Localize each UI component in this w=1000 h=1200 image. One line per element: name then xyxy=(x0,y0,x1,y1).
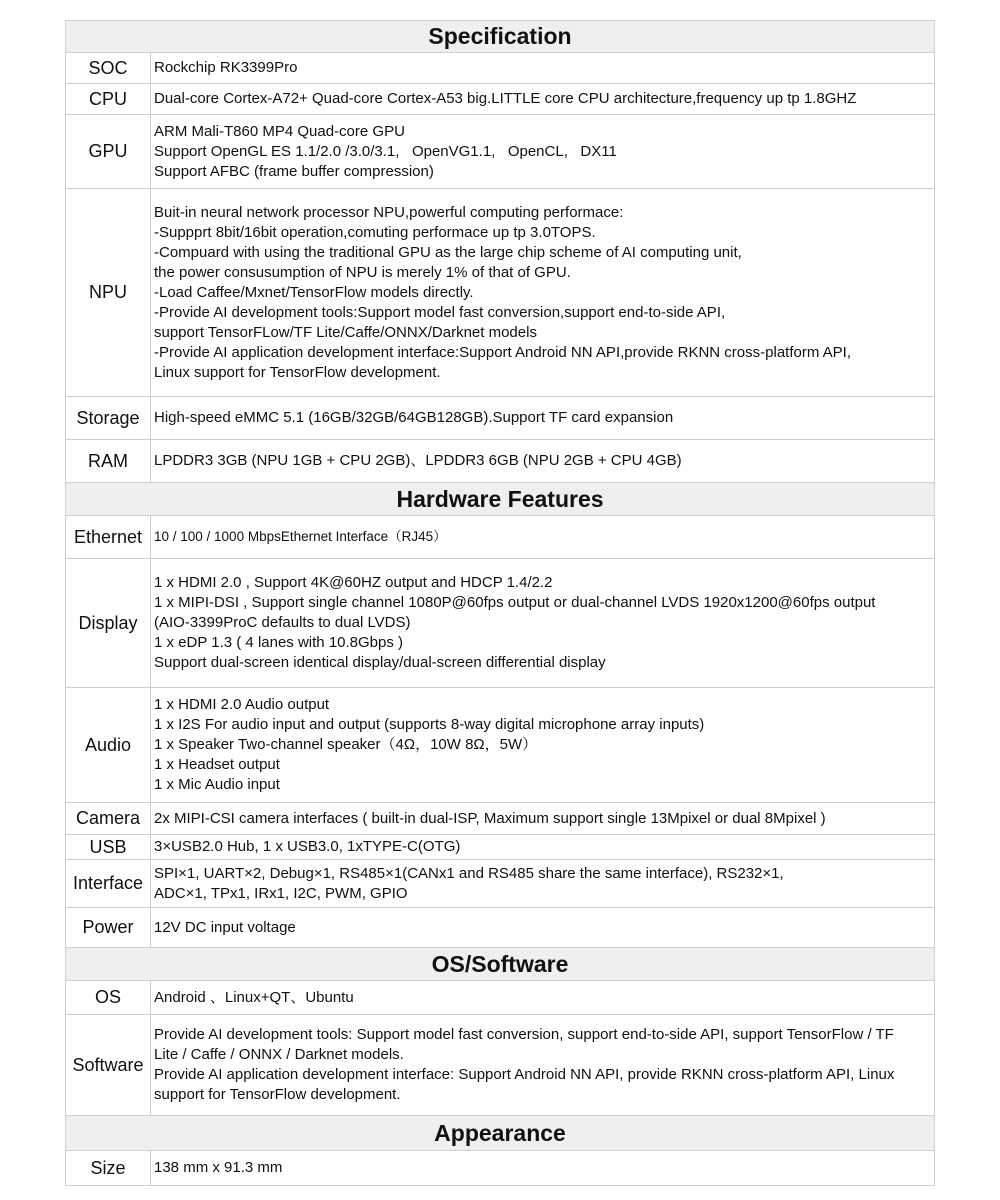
value-line: -Suppprt 8bit/16bit operation,comuting performace up tp 3.0TOPS. xyxy=(154,223,596,241)
value-line: ADC×1, TPx1, IRx1, I2C, PWM, GPIO xyxy=(154,884,408,902)
spec-row-gpu xyxy=(65,115,935,189)
spec-row-software xyxy=(65,1015,935,1116)
value-line: Lite / Caffe / ONNX / Darknet models. xyxy=(154,1046,404,1063)
value-line: 1 x Headset output xyxy=(154,756,280,773)
row-value xyxy=(154,559,928,687)
value-line: support TensorFLow/TF Lite/Caffe/ONNX/Darknet models xyxy=(154,323,537,341)
spec-row-cpu xyxy=(65,84,935,115)
row-value xyxy=(154,1015,928,1115)
row-label: Size xyxy=(66,1151,151,1185)
spec-row-interface xyxy=(65,860,935,908)
spec-row-display xyxy=(65,559,935,688)
spec-row-ethernet xyxy=(65,516,935,559)
value-line: 1 x Speaker Two-channel speaker（4Ω，10W 8Ω，5W） xyxy=(154,736,538,753)
spec-row-soc xyxy=(65,53,935,84)
row-label: OS xyxy=(66,981,151,1014)
spec-table xyxy=(65,20,935,1186)
row-label: Display xyxy=(66,559,151,687)
value-line: 1 x eDP 1.3 ( 4 lanes with 10.8Gbps ) xyxy=(154,634,404,651)
spec-row-os xyxy=(65,981,935,1015)
row-value xyxy=(154,981,928,1014)
spec-row-npu xyxy=(65,189,935,397)
row-label: GPU xyxy=(66,115,151,188)
row-value xyxy=(154,908,928,947)
value-line: the power consusumption of NPU is merely 1% of that of GPU. xyxy=(154,263,571,281)
section-header-hardware: Hardware Features xyxy=(65,483,935,516)
row-value xyxy=(154,835,928,859)
value-line: Buit-in neural network processor NPU,powerful computing performace: xyxy=(154,203,624,221)
value-line: High-speed eMMC 5.1 (16GB/32GB/64GB128GB).Support TF card expansion xyxy=(154,409,674,426)
row-label: Camera xyxy=(66,803,151,834)
value-line: 1 x MIPI-DSI , Support single channel 1080P@60fps output or dual-channel LVDS 1920x1200@60fps output xyxy=(154,594,876,611)
row-value xyxy=(154,688,928,802)
row-value xyxy=(154,397,928,439)
spec-row-power xyxy=(65,908,935,948)
value-line: ARM Mali-T860 MP4 Quad-core GPU xyxy=(154,122,405,140)
value-line: -Compuard with using the traditional GPU as the large chip scheme of AI computing unit, xyxy=(154,243,742,261)
value-line: Provide AI development tools: Support model fast conversion, support end-to-side API, support TensorFlow / TF xyxy=(154,1026,894,1043)
row-label: Software xyxy=(66,1015,151,1115)
row-label: RAM xyxy=(66,440,151,482)
value-line: Dual-core Cortex-A72+ Quad-core Cortex-A53 big.LITTLE core CPU architecture,frequency up tp 1.8GHZ xyxy=(154,90,857,107)
value-line: 10 / 100 / 1000 MbpsEthernet Interface（RJ45） xyxy=(154,529,447,544)
row-value xyxy=(154,1151,928,1185)
value-line: 1 x Mic Audio input xyxy=(154,776,280,793)
spec-row-size xyxy=(65,1151,935,1186)
value-line: 1 x I2S For audio input and output (supports 8-way digital microphone array inputs) xyxy=(154,716,705,733)
value-line: Support OpenGL ES 1.1/2.0 /3.0/3.1, OpenVG1.1, OpenCL, DX11 xyxy=(154,142,617,160)
row-value xyxy=(154,84,928,114)
value-line: Support dual-screen identical display/dual-screen differential display xyxy=(154,654,606,671)
spec-row-audio xyxy=(65,688,935,803)
row-label: Ethernet xyxy=(66,516,151,558)
row-value xyxy=(154,53,928,83)
value-line: 1 x HDMI 2.0 , Support 4K@60HZ output and HDCP 1.4/2.2 xyxy=(154,574,553,591)
value-line: Support AFBC (frame buffer compression) xyxy=(154,162,434,180)
row-label: Power xyxy=(66,908,151,947)
value-line: SPI×1, UART×2, Debug×1, RS485×1(CANx1 and RS485 share the same interface), RS232×1, xyxy=(154,864,784,882)
value-line: -Load Caffee/Mxnet/TensorFlow models directly. xyxy=(154,283,474,301)
row-label: CPU xyxy=(66,84,151,114)
section-header-specification: Specification xyxy=(65,20,935,53)
row-value xyxy=(154,516,928,558)
row-value xyxy=(154,860,928,907)
row-label: Storage xyxy=(66,397,151,439)
value-line: Rockchip RK3399Pro xyxy=(154,59,298,76)
value-line: Android 、Linux+QT、Ubuntu xyxy=(154,988,354,1006)
row-label: Interface xyxy=(66,860,151,907)
value-line: (AIO-3399ProC defaults to dual LVDS) xyxy=(154,614,411,631)
row-value xyxy=(154,803,928,834)
row-value xyxy=(154,115,928,188)
value-line: support for TensorFlow development. xyxy=(154,1086,401,1103)
value-line: -Provide AI application development interface:Support Android NN API,provide RKNN cross-platform API, xyxy=(154,343,852,361)
spec-row-storage xyxy=(65,397,935,440)
row-label: NPU xyxy=(66,189,151,396)
value-line: 2x MIPI-CSI camera interfaces ( built-in dual-ISP, Maximum support single 13Mpixel or dual 8Mpixel ) xyxy=(154,809,826,827)
spec-row-usb xyxy=(65,835,935,860)
section-header-appearance: Appearance xyxy=(65,1116,935,1151)
value-line: LPDDR3 3GB (NPU 1GB + CPU 2GB)、LPDDR3 6GB (NPU 2GB + CPU 4GB) xyxy=(154,452,682,469)
value-line: Provide AI application development interface: Support Android NN API, provide RKNN cross-platform API, Linux xyxy=(154,1066,895,1083)
row-label: USB xyxy=(66,835,151,859)
row-value xyxy=(154,440,928,482)
row-label: Audio xyxy=(66,688,151,802)
value-line: 138 mm x 91.3 mm xyxy=(154,1159,283,1176)
value-line: 12V DC input voltage xyxy=(154,918,296,936)
row-value xyxy=(154,189,928,396)
value-line: Linux support for TensorFlow development. xyxy=(154,363,441,381)
value-line: -Provide AI development tools:Support model fast conversion,support end-to-side API, xyxy=(154,303,726,321)
section-header-os-software: OS/Software xyxy=(65,948,935,981)
value-line: 3×USB2.0 Hub, 1 x USB3.0, 1xTYPE-C(OTG) xyxy=(154,838,461,855)
row-label: SOC xyxy=(66,53,151,83)
value-line: 1 x HDMI 2.0 Audio output xyxy=(154,696,330,713)
spec-row-camera xyxy=(65,803,935,835)
spec-row-ram xyxy=(65,440,935,483)
